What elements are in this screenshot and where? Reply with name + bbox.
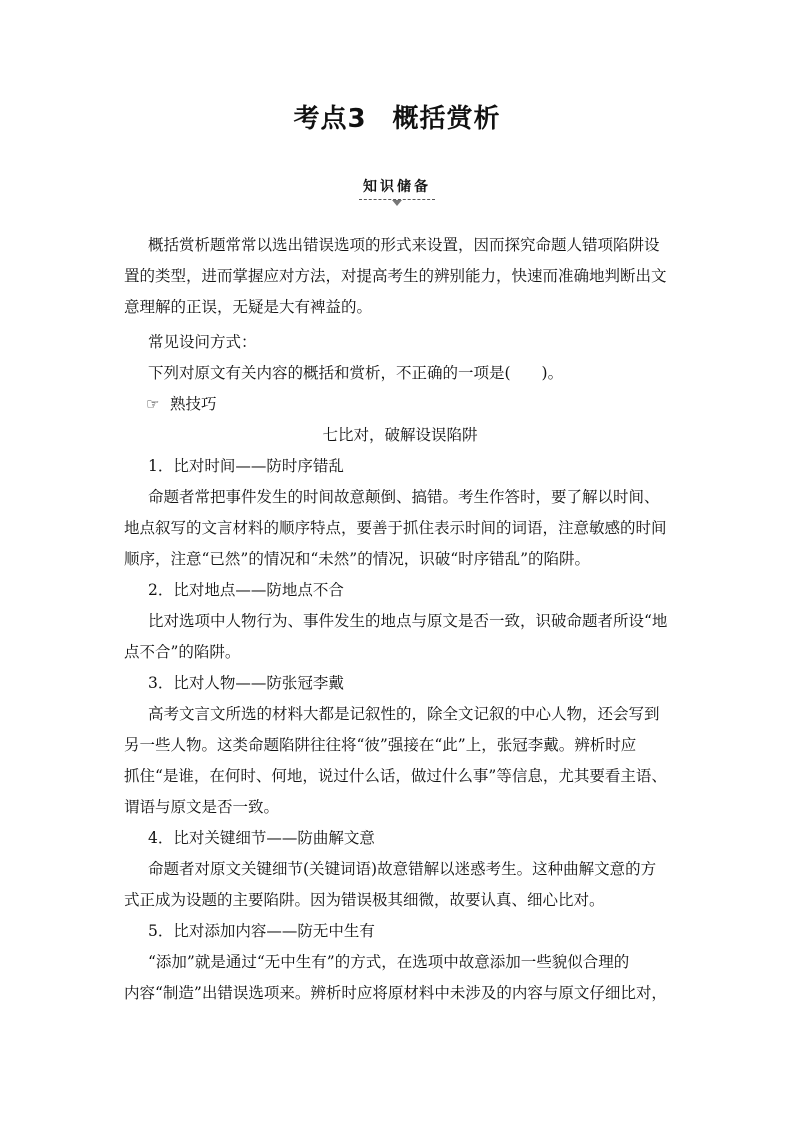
section-label [359,176,435,200]
item-text-line: 另一些人物。这类命题陷阱往往将“彼”强接在“此”上，张冠李戴。辨析时应 [124,736,637,754]
item-heading: 5．比对添加内容——防无中生有 [148,922,375,940]
section-label-text: 知识储备 [363,179,431,195]
skill-heading [124,389,676,420]
page-title [0,98,794,135]
item-text-line: “添加”就是通过“无中生有”的方式，在选项中故意添加一些貌似合理的 [148,953,630,971]
item-text-line: 顺序，注意“已然”的情况和“未然”的情况，识破“时序错乱”的陷阱。 [124,550,591,568]
item-heading: 3．比对人物——防张冠李戴 [148,674,344,692]
item-text-line: 点不合”的陷阱。 [124,643,241,661]
triangle-down-icon [392,200,402,206]
title-topic-name: 概括赏析 [392,104,501,134]
intro-line: 置的类型，进而掌握应对方法，对提高考生的辨别能力，快速而准确地判断出文 [124,267,667,285]
intro-line: 概括赏析题常常以选出错误选项的形式来设置，因而探究命题人错项陷阱设 [148,236,660,254]
item-text-line: 命题者常把事件发生的时间故意颠倒、搞错。考生作答时，要了解以时间、 [148,488,660,506]
hand-pointer-icon: ☞ [146,395,160,413]
item-text-line: 地点叙写的文言材料的顺序特点，要善于抓住表示时间的词语，注意敏感的时间 [124,519,667,537]
question-form-label: 常见设问方式： [148,333,257,351]
item-text-line: 抓住“是谁，在何时、何地，说过什么话，做过什么事”等信息，尤其要看主语、 [124,767,667,785]
item-text-line: 比对选项中人物行为、事件发生的地点与原文是否一致，识破命题者所设“地 [148,612,668,630]
item-heading: 4．比对关键细节——防曲解文意 [148,829,375,847]
item-text-line: 谓语与原文是否一致。 [124,798,280,816]
intro-line: 意理解的正误，无疑是大有裨益的。 [124,298,373,316]
item-text-line: 命题者对原文关键细节(关键词语)故意错解以迷惑考生。这种曲解文意的方 [148,860,657,878]
item-text-line: 式正成为设题的主要陷阱。因为错误极其细微，故要认真、细心比对。 [124,891,605,909]
document-body [124,230,676,1009]
question-form-text: 下列对原文有关内容的概括和赏析，不正确的一项是( )。 [148,364,564,382]
skill-label: 熟技巧 [170,395,217,413]
item-heading: 2．比对地点——防地点不合 [148,581,344,599]
subtitle: 七比对，破解设误陷阱 [322,426,478,444]
title-topic-number: 考点3 [293,104,367,134]
item-text-line: 内容“制造”出错误选项来。辨析时应将原材料中未涉及的内容与原文仔细比对， [124,984,667,1002]
item-text-line: 高考文言文所选的材料大都是记叙性的，除全文记叙的中心人物，还会写到 [148,705,660,723]
item-heading: 1．比对时间——防时序错乱 [148,457,344,475]
section-header [0,176,794,200]
